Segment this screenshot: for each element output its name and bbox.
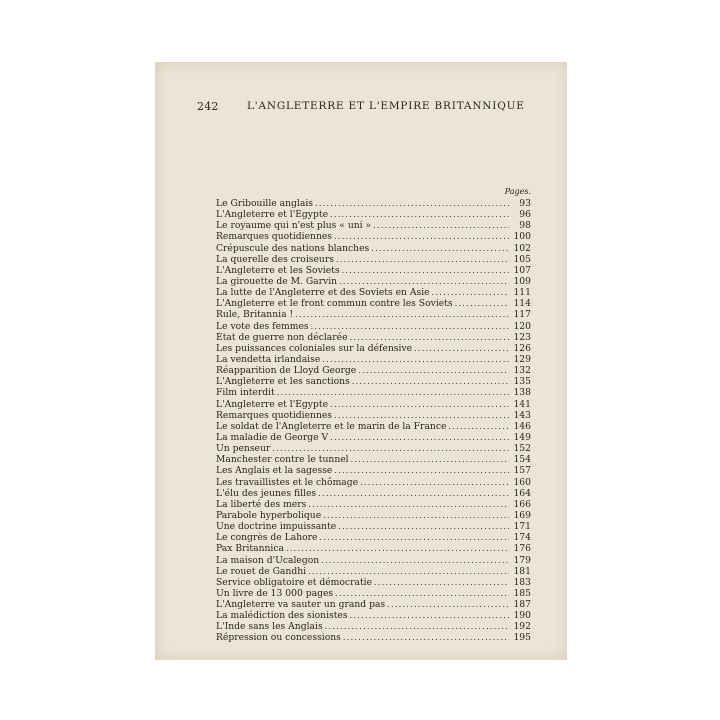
dot-leader	[308, 566, 509, 577]
toc-entry-page: 181	[513, 565, 531, 577]
dot-leader	[350, 610, 509, 621]
toc-entry-title: Film interdit	[216, 387, 275, 399]
dot-leader	[330, 432, 509, 443]
dot-leader	[432, 287, 509, 298]
toc-entry	[216, 243, 531, 254]
toc-entry-title: Réapparition de Lloyd George	[216, 365, 357, 377]
dot-leader	[334, 410, 509, 421]
toc-entry-page: 96	[519, 209, 531, 221]
toc-entry-page: 187	[513, 599, 531, 611]
dot-leader	[334, 465, 509, 476]
toc-entry-page: 154	[513, 454, 531, 466]
toc-entry-page: 179	[513, 554, 531, 566]
toc-entry-title: Une doctrine impuissante	[216, 521, 337, 533]
dot-leader	[308, 499, 509, 510]
toc-entry-title: Le soldat de l'Angleterre et le marin de la France	[216, 420, 447, 432]
toc-entry-page: 93	[519, 198, 531, 209]
toc-entry-title: Rule, Britannia !	[216, 309, 294, 321]
toc-entry	[216, 443, 531, 454]
toc-entry-title: État de guerre non déclarée	[216, 331, 348, 343]
toc-entry	[216, 343, 531, 354]
toc-entry-title: La lutte de l'Angleterre et des Soviets en Asie	[216, 287, 430, 299]
toc-entry	[216, 532, 531, 543]
dot-leader	[339, 276, 509, 287]
toc-entry-page: 105	[513, 253, 531, 265]
toc-entry-page: 126	[513, 342, 531, 354]
toc-entry-title: L'Angleterre et l'Égypte	[216, 209, 329, 221]
toc-entry-page: 183	[513, 576, 531, 588]
toc-entry	[216, 510, 531, 521]
dot-leader	[321, 555, 509, 566]
toc-entry	[216, 298, 531, 309]
dot-leader	[387, 599, 509, 610]
toc-entry	[216, 287, 531, 298]
toc-entry-title: L'Angleterre et l'Égypte	[216, 398, 329, 410]
toc-entry-title: Le rouet de Gandhi	[216, 565, 307, 577]
toc-entry	[216, 621, 531, 632]
toc-entry-title: L'Angleterre et les sanctions	[216, 376, 350, 388]
toc-entry-title: Les puissances coloniales sur la défensive	[216, 342, 413, 354]
toc-entry-title: La liberté des mers	[216, 498, 307, 510]
dot-leader	[318, 488, 509, 499]
book-page	[155, 62, 567, 660]
dot-leader	[351, 454, 509, 465]
toc-entry-title: L'élu des jeunes filles	[216, 487, 317, 499]
toc-entry	[216, 399, 531, 410]
dot-leader	[343, 632, 509, 643]
toc-entry-page: 192	[513, 621, 531, 633]
toc-entry	[216, 376, 531, 387]
toc-entry	[216, 198, 531, 209]
dot-leader	[373, 220, 509, 231]
toc-entry	[216, 410, 531, 421]
toc-entry-page: 157	[513, 465, 531, 477]
toc-entry-title: Le royaume qui n'est plus « uni »	[216, 220, 372, 232]
dot-leader	[325, 621, 509, 632]
toc-entry-title: Service obligatoire et démocratie	[216, 576, 373, 588]
toc-entry	[216, 555, 531, 566]
toc-entry-title: Le vote des femmes	[216, 320, 309, 332]
toc-entry-title: La vendetta irlandaise	[216, 353, 321, 365]
page-number: 242	[197, 100, 219, 113]
toc-entry-page: 185	[513, 587, 531, 599]
toc-entry-title: L'Angleterre et le front commun contre les Soviets	[216, 298, 453, 310]
toc-entry	[216, 354, 531, 365]
dot-leader	[414, 343, 509, 354]
toc-entry	[216, 610, 531, 621]
toc-entry-title: Un livre de 13 000 pages	[216, 587, 334, 599]
toc-entry-page: 107	[513, 264, 531, 276]
toc-entry-title: La maladie de George V	[216, 431, 329, 443]
toc-entry	[216, 499, 531, 510]
toc-entry-title: Remarques quotidiennes	[216, 231, 333, 243]
toc-entry-page: 102	[513, 242, 531, 254]
toc-entry	[216, 332, 531, 343]
toc-entry-title: La girouette de M. Garvin	[216, 275, 338, 287]
toc-entry	[216, 432, 531, 443]
running-title: L'ANGLETERRE ET L'EMPIRE BRITANNIQUE	[247, 100, 525, 112]
pages-column-label: Pages.	[504, 187, 531, 196]
toc-entry-page: 174	[513, 532, 531, 544]
dot-leader	[272, 443, 509, 454]
toc-entry-page: 171	[513, 521, 531, 533]
toc-entry-title: Crépuscule des nations blanches	[216, 242, 370, 254]
toc-entry	[216, 599, 531, 610]
toc-entry	[216, 421, 531, 432]
toc-entry	[216, 387, 531, 398]
dot-leader	[338, 521, 509, 532]
toc-entry-page: 190	[513, 610, 531, 622]
toc-entry-page: 143	[513, 409, 531, 421]
toc-entry-page: 98	[519, 220, 531, 232]
toc-entry	[216, 220, 531, 231]
toc-entry	[216, 365, 531, 376]
toc-entry	[216, 321, 531, 332]
toc-entry-page: 117	[513, 309, 531, 321]
dot-leader	[330, 209, 509, 220]
toc-entry-page: 164	[513, 487, 531, 499]
toc-entry-page: 149	[513, 431, 531, 443]
dot-leader	[295, 309, 509, 320]
toc-entry-title: Manchester contre le tunnel	[216, 454, 349, 466]
toc-entry-page: 111	[513, 287, 531, 299]
toc-entry-page: 141	[513, 398, 531, 410]
dot-leader	[334, 231, 509, 242]
toc-entry-page: 166	[513, 498, 531, 510]
dot-leader	[286, 543, 509, 554]
toc-entry-title: L'Angleterre va sauter un grand pas	[216, 599, 386, 611]
toc-entry-page: 132	[513, 365, 531, 377]
toc-entry	[216, 276, 531, 287]
toc-entry-page: 160	[513, 476, 531, 488]
toc-entry-title: L'Angleterre et les Soviets	[216, 264, 340, 276]
toc-entry	[216, 566, 531, 577]
toc-entry-title: La maison d'Ucalegon	[216, 554, 320, 566]
toc-entry-page: 135	[513, 376, 531, 388]
toc-entry	[216, 543, 531, 554]
toc-entry-page: 114	[513, 298, 531, 310]
toc-entry	[216, 254, 531, 265]
dot-leader	[352, 376, 509, 387]
toc-entry-title: Un penseur	[216, 443, 271, 455]
toc-entry	[216, 488, 531, 499]
toc-entry	[216, 588, 531, 599]
toc-entry-page: 123	[513, 331, 531, 343]
toc-entry-title: Pax Britannica	[216, 543, 284, 555]
toc-entry	[216, 521, 531, 532]
toc-entry-title: Les travaillistes et le chômage	[216, 476, 359, 488]
toc-entry-title: Le Gribouille anglais	[216, 198, 313, 209]
page-header	[197, 100, 533, 120]
dot-leader	[336, 254, 509, 265]
dot-leader	[311, 321, 509, 332]
toc-entry-page: 146	[513, 420, 531, 432]
dot-leader	[323, 510, 509, 521]
toc-entry-page: 120	[513, 320, 531, 332]
dot-leader	[320, 532, 510, 543]
toc-entry	[216, 231, 531, 242]
toc-entry-title: L'Inde sans les Anglais	[216, 621, 323, 633]
toc-entry	[216, 209, 531, 220]
toc-entry	[216, 454, 531, 465]
dot-leader	[350, 332, 509, 343]
dot-leader	[371, 243, 509, 254]
toc-entry-title: Remarques quotidiennes	[216, 409, 333, 421]
table-of-contents	[216, 198, 531, 644]
toc-entry-page: 152	[513, 443, 531, 455]
toc-entry	[216, 465, 531, 476]
toc-entry-title: Les Anglais et la sagesse	[216, 465, 333, 477]
toc-entry-page: 100	[513, 231, 531, 243]
toc-entry	[216, 477, 531, 488]
toc-entry-page: 109	[513, 275, 531, 287]
dot-leader	[315, 198, 509, 209]
dot-leader	[448, 421, 509, 432]
toc-entry-title: Répression ou concessions	[216, 632, 341, 644]
dot-leader	[330, 399, 509, 410]
toc-entry-page: 176	[513, 543, 531, 555]
toc-entry-title: La querelle des croiseurs	[216, 253, 334, 265]
toc-entry	[216, 309, 531, 320]
dot-leader	[342, 265, 509, 276]
dot-leader	[322, 354, 509, 365]
toc-entry-title: Parabole hyperbolique	[216, 509, 322, 521]
toc-entry-page: 195	[513, 632, 531, 644]
dot-leader	[374, 577, 509, 588]
dot-leader	[455, 298, 509, 309]
toc-entry	[216, 632, 531, 643]
toc-entry-title: Le congrès de Lahore	[216, 532, 318, 544]
dot-leader	[358, 365, 509, 376]
dot-leader	[360, 477, 509, 488]
toc-entry-title: La malédiction des sionistes	[216, 610, 348, 622]
toc-entry	[216, 577, 531, 588]
dot-leader	[277, 387, 509, 398]
toc-entry-page: 138	[513, 387, 531, 399]
toc-entry-page: 169	[513, 509, 531, 521]
dot-leader	[335, 588, 509, 599]
toc-entry	[216, 265, 531, 276]
toc-entry-page: 129	[513, 353, 531, 365]
